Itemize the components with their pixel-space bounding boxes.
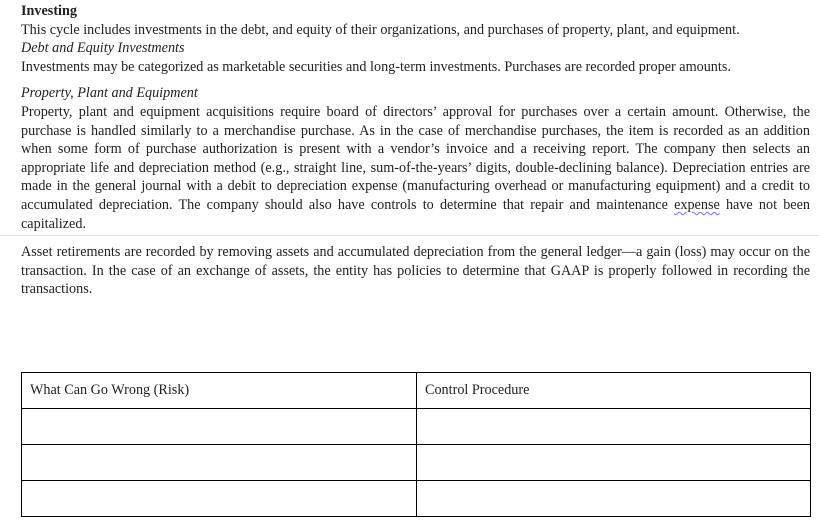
ppe-text-before: Property, plant and equipment acquisitions require board of directors’ approval for purchases over a certain amount. Otherwise, the purchase is handled similarly to a merchandise purchase. As in the case of merchandise purchases, the item is recorded as an addition when some form of purchase authorization is present with a vendor’s invoice and a receiving report. The company then selects an appropriate life and depreciation method (e.g., straight line, sum-of-the-years’ digits, double-declining balance). Depreciation entries are made in the general journal with a debit to depreciation expense (manufacturing overhead or manufacturing equipment) and a credit to accumulated depreciation. The company should also have controls to determine that repair and maintenance bbox=[21, 103, 810, 213]
risk-cell[interactable] bbox=[22, 445, 417, 481]
ppe-text-after: have not been capitalized. bbox=[21, 196, 810, 232]
subheading-debt-equity: Debt and Equity Investments bbox=[21, 40, 185, 57]
subheading-ppe: Property, Plant and Equipment bbox=[21, 85, 198, 102]
table-row bbox=[22, 481, 811, 517]
retirement-paragraph: Asset retirements are recorded by removing assets and accumulated depreciation from the general ledger—a gain (loss) may occur on the transaction. In the case of an exchange of assets, the entity has policies to determine that GAAP is properly followed in recording the transactions. bbox=[21, 244, 810, 298]
debt-equity-paragraph: Investments may be categorized as marketable securities and long-term investments. Purchases are recorded proper amounts. bbox=[21, 58, 731, 75]
control-cell[interactable] bbox=[417, 409, 811, 445]
ppe-paragraph bbox=[21, 103, 810, 233]
risk-cell[interactable] bbox=[22, 409, 417, 445]
document-body bbox=[21, 2, 810, 299]
control-cell[interactable] bbox=[417, 481, 811, 517]
header-risk: What Can Go Wrong (Risk) bbox=[22, 373, 417, 409]
header-control-procedure: Control Procedure bbox=[417, 373, 811, 409]
table-header-row bbox=[22, 373, 811, 409]
section-heading: Investing bbox=[21, 3, 77, 19]
table-row bbox=[22, 409, 811, 445]
control-cell[interactable] bbox=[417, 445, 811, 481]
intro-paragraph: This cycle includes investments in the debt, and equity of their organizations, and purchases of property, plant, and equipment. bbox=[21, 21, 740, 38]
spellcheck-flagged-word[interactable]: expense bbox=[674, 196, 720, 213]
table-row bbox=[22, 445, 811, 481]
risk-cell[interactable] bbox=[22, 481, 417, 517]
risk-control-table bbox=[21, 372, 811, 517]
